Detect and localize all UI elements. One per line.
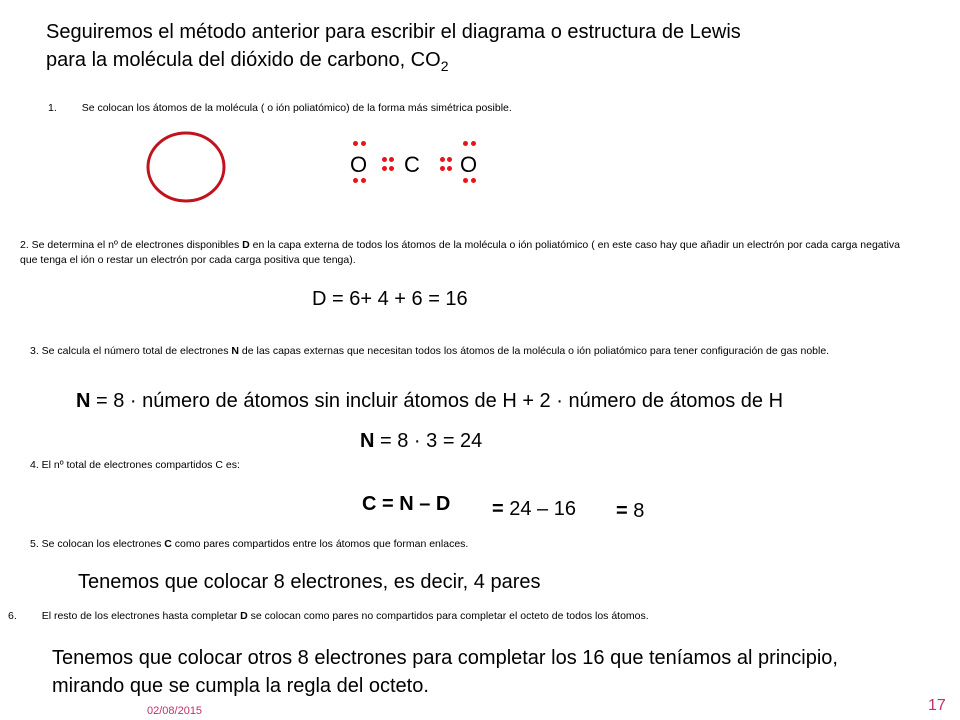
step5 xyxy=(30,537,730,552)
statement-octet-rule: Tenemos que colocar otros 8 electrones para completar los 16 que teníamos al principio, mirando que se cumpla la regla del octeto. xyxy=(52,647,838,697)
electron-dot xyxy=(389,157,394,162)
electron-dot xyxy=(440,157,445,162)
electron-dot xyxy=(361,178,366,183)
n-value-symbol: N xyxy=(360,430,375,452)
lewis-structure xyxy=(340,135,500,195)
electron-dot xyxy=(447,157,452,162)
red-ellipse-shape xyxy=(144,129,228,205)
electron-dot xyxy=(447,166,452,171)
electron-dot xyxy=(463,141,468,146)
step6-number: 6. xyxy=(8,610,17,622)
electron-dot xyxy=(382,166,387,171)
c-eq2-sign: = xyxy=(616,500,628,522)
step6-bold: D xyxy=(240,610,248,622)
step5-text-pre: 5. Se colocan los electrones xyxy=(30,538,165,550)
step5-text-post: como pares compartidos entre los átomos que forman enlaces. xyxy=(171,538,469,550)
step2-text-post: en la capa externa de todos los átomos de la molécula o ión poliatómico ( en este caso hay que añadir un electrón por cada carga negativa que tenga el ión o restar un electrón por cada carga positiva que tenga). xyxy=(20,239,900,266)
slide-title xyxy=(46,18,906,80)
equation-n-value xyxy=(360,429,482,453)
step3-text-pre: 3. Se calcula el número total de electrones xyxy=(30,345,232,357)
equation-c-substitution xyxy=(492,497,576,521)
step5-bold: C xyxy=(164,538,172,550)
step6-text-post: se colocan como pares no compartidos para completar el octeto de todos los átomos. xyxy=(247,610,649,622)
equation-d: D = 6+ 4 + 6 = 16 xyxy=(312,288,468,310)
electron-dot xyxy=(361,141,366,146)
electron-dot xyxy=(471,178,476,183)
step2-bold: D xyxy=(242,239,250,251)
electron-dot xyxy=(353,141,358,146)
atom-oxygen-right: O xyxy=(460,152,478,177)
atom-oxygen-left: O xyxy=(350,152,368,177)
step1-text: Se colocan los átomos de la molécula ( o ión poliatómico) de la forma más simétrica posible. xyxy=(81,102,512,114)
footer-date: 02/08/2015 xyxy=(147,705,203,717)
c-eq2-value: 8 xyxy=(627,500,645,522)
n-formula-rest: = 8 · número de átomos sin incluir átomos de H + 2 · número de átomos de H xyxy=(90,390,784,412)
equation-n-formula xyxy=(76,389,783,413)
statement-four-pairs: Tenemos que colocar 8 electrones, es decir, 4 pares xyxy=(78,571,541,593)
electron-dot xyxy=(389,166,394,171)
step1 xyxy=(48,101,748,116)
n-value-rest: = 8 · 3 = 24 xyxy=(374,430,483,452)
step6-text-pre: El resto de los electrones hasta completar xyxy=(41,610,241,622)
c-eq1-value: 24 – 16 xyxy=(503,498,576,520)
step3 xyxy=(30,344,910,359)
step4: 4. El nº total de electrones compartidos C es: xyxy=(30,459,240,471)
electron-dot xyxy=(463,178,468,183)
n-formula-symbol: N xyxy=(76,390,91,412)
step2 xyxy=(20,238,910,268)
equation-c-formula: C = N – D xyxy=(362,493,451,515)
step6 xyxy=(8,609,908,624)
electron-dot xyxy=(382,157,387,162)
title-line1: Seguiremos el método anterior para escribir el diagrama o estructura de Lewis xyxy=(46,21,741,43)
step1-number: 1. xyxy=(48,102,57,114)
electron-dot xyxy=(440,166,445,171)
step2-text-pre: 2. Se determina el nº de electrones disponibles xyxy=(20,239,243,251)
step3-bold: N xyxy=(231,345,239,357)
electron-dot xyxy=(471,141,476,146)
atom-carbon: C xyxy=(404,152,420,177)
c-eq1-sign: = xyxy=(492,498,504,520)
title-line2: para la molécula del dióxido de carbono, CO xyxy=(46,49,441,71)
title-subscript: 2 xyxy=(440,58,449,74)
page-number: 17 xyxy=(928,697,946,714)
step3-text-post: de las capas externas que necesitan todos los átomos de la molécula o ión poliatómico para tener configuración de gas noble. xyxy=(238,345,830,357)
equation-c-result xyxy=(616,499,644,523)
electron-dot xyxy=(353,178,358,183)
